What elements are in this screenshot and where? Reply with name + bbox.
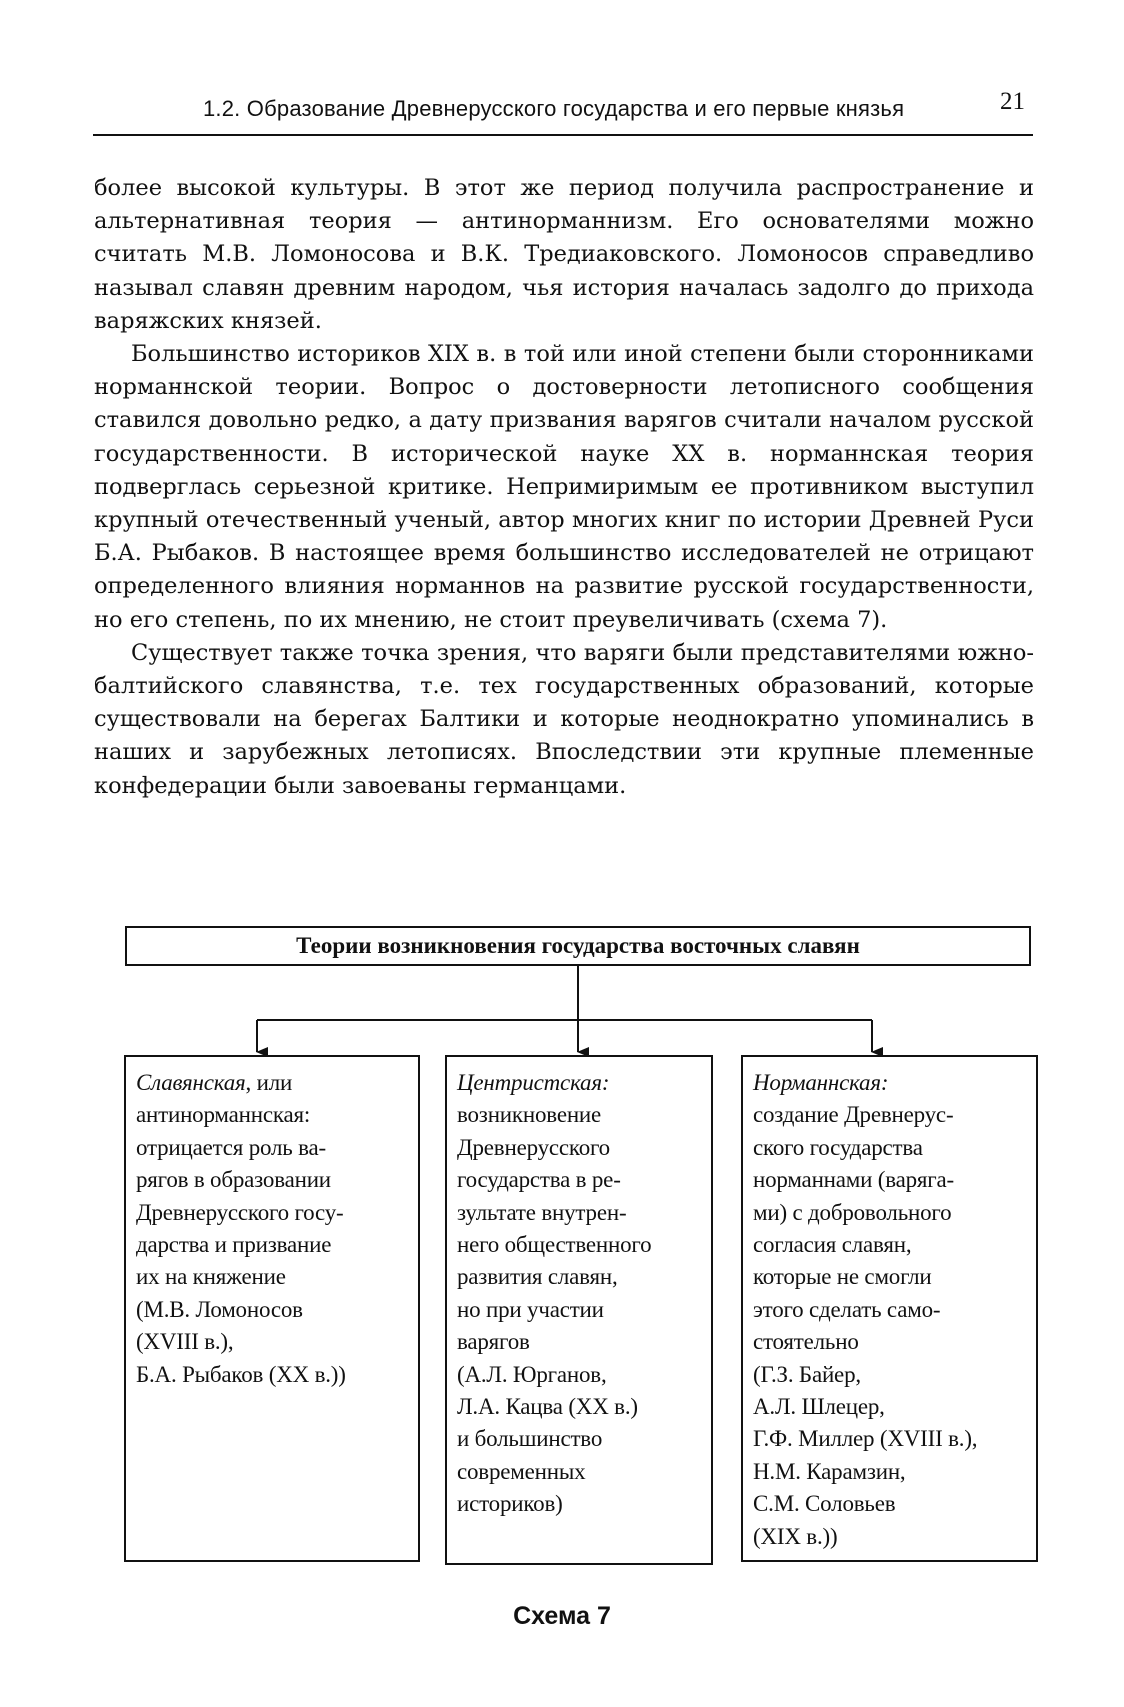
theory-name: Норманнская: (753, 1070, 889, 1095)
paragraph-3: Существует также точка зрения, что варяги были представителями южно-балтийского славянства, т.е. тех государственных образований, которые существовали на берегах Балтики и которые неоднократно упоминались в наших и зарубежных летописях. Впоследствии эти крупные племенные конфедерации были завоеваны германцами. (94, 639, 1034, 799)
paragraph-1: более высокой культуры. В этот же период получила распространение и альтернативная теория — антинорманнизм. Его основателями можно считать М.В. Ломоносова и В.К. Тредиаковского. Ломоносов справедливо называл славян древним народом, чья история началась задолго до прихода варяжских князей. (94, 175, 1034, 334)
paragraph-2: Большинство историков XIX в. в той или иной степени были сторонниками норманнской теории. Вопрос о достоверности летописного сообщения ставился довольно редко, а дату призвания варягов считали началом русской государственности. В исторической науке XX в. норманнская теория подверглась серьезной критике. Непримиримым ее противником выступил крупный отечественный ученый, автор многих книг по истории Древней Руси Б.А. Рыбаков. В настоящее время большинство исследователей не отрицают определенного влияния норманнов на развитие русской государственности, но его степень, по их мнению, не стоит преувеличивать (схема 7). (94, 341, 1034, 633)
theory-description: , или антинорманнская: отрицается роль ва- рягов в образовании Древнерусского госу- дарства и призвание их на княжение (М.В. Ломоносов (XVIII в.), Б.А. Рыбаков (XX в.)) (136, 1070, 346, 1387)
theory-box-norman (741, 1055, 1038, 1562)
theory-box-centrist (445, 1055, 713, 1565)
running-title: 1.2. Образование Древнерусского государства и его первые князья (203, 96, 905, 121)
scheme-title: Теории возникновения государства восточных славян (125, 926, 1031, 966)
page-number: 21 (1000, 88, 1025, 115)
theory-box-slavic (124, 1055, 420, 1562)
body-text (94, 172, 1034, 803)
theory-name: Центристская: (457, 1070, 610, 1095)
page-header (93, 84, 1033, 136)
theory-description: создание Древнерус- ского государства норманнами (варяга- ми) с добровольного согласия славян, которые не смогли этого сделать само- стоятельно (Г.З. Байер, А.Л. Шлецер, Г.Ф. Миллер (XVIII в.), Н.М. Карамзин, С.М. Соловьев (XIX в.)) (753, 1102, 978, 1549)
theory-description: возникновение Древнерусского государства в ре- зультате внутрен- него общественного развития славян, но при участии варягов (А.Л. Юрганов, Л.А. Кацва (XX в.) и большинство современных историков) (457, 1102, 652, 1517)
theory-name: Славянская (136, 1070, 246, 1095)
scheme-caption: Схема 7 (513, 1602, 611, 1630)
